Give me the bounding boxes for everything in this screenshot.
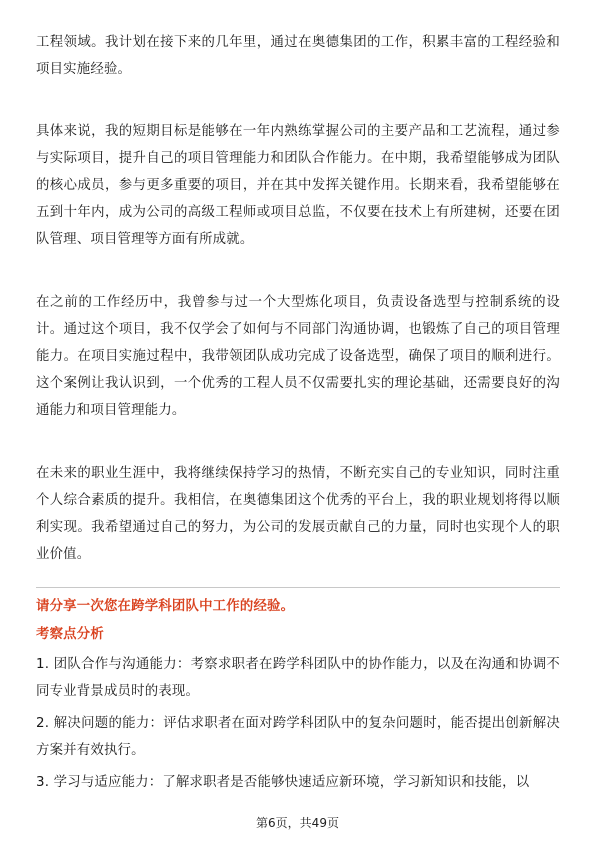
- analysis-item: 2. 解决问题的能力：评估求职者在面对跨学科团队中的复杂问题时，能否提出创新解决方案并有效执行。: [36, 716, 560, 758]
- analysis-heading: 考察点分析: [36, 627, 104, 642]
- paragraph-career-plan-intro: 工程领域。我计划在接下来的几年里，通过在奥德集团的工作，积累丰富的工程经验和项目实施经验。: [36, 35, 560, 77]
- paragraph-future: 在未来的职业生涯中，我将继续保持学习的热情，不断充实自己的专业知识，同时注重个人综合素质的提升。我相信，在奥德集团这个优秀的平台上，我的职业规划将得以顺利实现。我希望通过自己的努力，为公司的发展贡献自己的力量，同时也实现个人的职业价值。: [36, 466, 560, 562]
- paragraph-past-experience: 在之前的工作经历中，我曾参与过一个大型炼化项目，负责设备选型与控制系统的设计。通过这个项目，我不仅学会了如何与不同部门沟通协调，也锻炼了自己的项目管理能力。在项目实施过程中，我带领团队成功完成了设备选型，确保了项目的顺利进行。这个案例让我认识到，一个优秀的工程人员不仅需要扎实的理论基础，还需要良好的沟通能力和项目管理能力。: [36, 295, 560, 418]
- interview-question: 请分享一次您在跨学科团队中工作的经验。: [36, 599, 295, 614]
- page-footer: 第6页，共49页: [256, 816, 339, 830]
- paragraph-goals: 具体来说，我的短期目标是能够在一年内熟练掌握公司的主要产品和工艺流程，通过参与实际项目，提升自己的项目管理能力和团队合作能力。在中期，我希望能够成为团队的核心成员，参与更多重要的项目，并在其中发挥关键作用。长期来看，我希望能够在五到十年内，成为公司的高级工程师或项目总监，不仅要在技术上有所建树，还要在团队管理、项目管理等方面有所成就。: [36, 124, 560, 247]
- analysis-item: 3. 学习与适应能力：了解求职者是否能够快速适应新环境，学习新知识和技能，以: [36, 775, 530, 790]
- section-divider: [36, 587, 560, 588]
- analysis-item: 1. 团队合作与沟通能力：考察求职者在跨学科团队中的协作能力，以及在沟通和协调不同专业背景成员时的表现。: [36, 657, 560, 699]
